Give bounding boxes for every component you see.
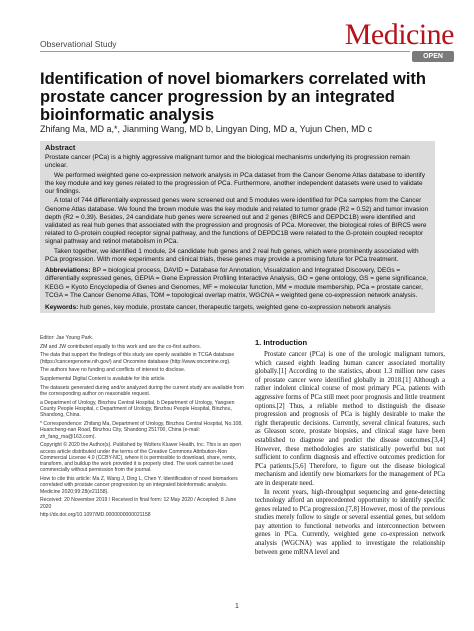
abbreviations-label: Abbreviations: (45, 267, 91, 275)
abbreviations-text: BP = biological process, DAVID = Database for Annotation, Visualization and Integrated Discovery, DEGs = differentially expressed genes, GEPIA = Gene Expression Profiling Interactive Analysis, GO = gene ontology, GS = gene significance, KEGG = Kyoto Encyclopedia of Genes and Genomes, MF = molecular function, MM = module membership, PCa = prostate cancer, TCGA = The Cancer Genome Atlas, TOM = topological overlap matrix, WGCNA = weighted gene co-expression network analysis. (45, 267, 428, 299)
open-access-badge: OPEN (412, 51, 454, 62)
footnote: The authors have no funding and conflicts of interest to disclose. (40, 367, 186, 374)
footnote: ZM and JW contributed equally to this work and are the co-first authors. (40, 343, 202, 350)
abstract-paragraph: A total of 744 differentially expressed genes were screened out and 5 modules were identified for PCa samples from the Cancer Genome Atlas database. We found the brown module was the key module and related to tumor grade (R2 = 0.52) and tumor invasion depth (R2 = 0.39). Besides, 24 candidate hub genes were screened out and 2 genes (BIRC5 and DEPDC1B) were identified and validated as real hub genes that associated with the progression and prognosis of PCa. Moreover, the biological roles of BIRC5 were related to G-protein coupled receptor signal pathway, and the functions of DEPDC1B were related to the G-protein coupled receptor signal pathway and retinol metabolism in PCa. (45, 197, 429, 246)
page-number: 1 (235, 603, 239, 610)
author-list: Zhifang Ma, MD a,*, Jianming Wang, MD b, Lingyan Ding, MD a, Yujun Chen, MD c (40, 124, 373, 134)
abstract-heading: Abstract (45, 143, 76, 152)
footnote: The data that support the findings of this study are openly available in TCGA database (https://cancergenome.nih.gov/) and Oncomine database (http://www.oncomine.org). (40, 352, 235, 365)
abstract-paragraph: We performed weighted gene co-expression network analysis in PCa dataset from the Cancer Genome Atlas database to identify the key module and key genes related to the progression of PCa. Furthermore, another independent datasets were used to validate our findings. (45, 171, 425, 195)
article-title: Identification of novel biomarkers correlated with prostate cancer progression by an integrated bioinformatic analysis (40, 70, 426, 124)
introduction-body (255, 351, 445, 557)
abbreviations (45, 267, 429, 300)
footnote: Supplemental Digital Content is available for this article. (40, 376, 166, 383)
keywords (45, 304, 429, 312)
section-label: Observational Study (40, 39, 117, 49)
footnote: Editor: Jae Young Park. (40, 335, 94, 341)
footnote: The datasets generated during and/or analyzed during the current study are available from the corresponding author on reasonable request. (40, 384, 244, 398)
journal-logo: Medicine (344, 18, 454, 51)
keywords-text: hub genes, key module, prostate cancer, therapeutic targets, weighted gene co-expression network analysis (80, 304, 391, 312)
doi-link[interactable]: http://dx.doi.org/10.1097/MD.0000000000021158 (40, 512, 151, 519)
abstract-paragraph: Taken together, we identified 1 module, 24 candidate hub genes and 2 real hub genes, which were prominently associated with PCa progression. With more experiments and clinical trials, these genes may provide a promising future for PCa treatment. (45, 247, 419, 263)
footnote: Copyright © 2020 the Author(s). Published by Wolters Kluwer Health, Inc. This is an open access article distributed under the terms of the Creative Commons Attribution-Non Commercial License 4.0 (CCBY-NC), where it is permissible to download, share, remix, transform, and buildup the work provided it is properly cited. The work cannot be used commercially without permission from the journal. (40, 442, 241, 474)
footnote: * Correspondence: Zhifang Ma, Department of Urology, Binzhou Central Hospital, No.108, Huancheng-nan Road, Binzhou City, Shandong 251700, China (e-mail: zh_fang_ma@163.com). (40, 421, 243, 440)
keywords-label: Keywords: (45, 304, 79, 312)
introduction-heading: 1. Introduction (255, 338, 308, 347)
footnotes (40, 335, 248, 521)
abstract-paragraph: Prostate cancer (PCa) is a highly aggressive malignant tumor and the biological mechanisms underlying its progression remain unclear. (45, 154, 410, 170)
footnote: a Department of Urology, Binzhou Central Hospital, b Department of Urology, Yangsen County People Hospital, c Department of Urology, Binzhou People Hospital, Binzhou, Shandong, China. (40, 399, 235, 419)
abstract-text (45, 154, 429, 313)
introduction-paragraph: Prostate cancer (PCa) is one of the urologic malignant tumors, which caused eighth leading human cancer associated mortality globally.[1] According to the statistics, about 1.3 million new cases of prostate cancer were identified globally in 2018.[1] Although a rather indolent clinical course of most primary PCa, patients with aggressive forms of PCa still meet poor prognosis and little treatment options.[2] Thus, a reliable method to distinguish the disease progression and prognosis of PCa is highly desirable to make the right therapeutic decisions. Currently, several clinical features, such as Gleason score, prostate biopsies, and clinical stage have been established to diagnose and predict the disease outcomes.[3,4] However, these methodologies are statistically powerful but not sufficient to confirm diagnosis and effective outcomes prediction for PCa patients.[5,6] Therefore, to figure out the disease biological mechanism and identify new biomarkers for the management of PCa are in desperate need. (255, 351, 445, 487)
introduction-paragraph: In recent years, high-throughput sequencing and gene-detecting technology afford an unprecedented opportunity to identify specific genes related to PCa progression.[7,8] However, most of the previous studies merely follow to single or several essential genes, but seldom pay attention to functional networks and interconnection between genes in PCa. Currently, weighted gene co-expression network analysis (WGCNA) was applied to investigate the relationship between gene mRNA level and (255, 488, 445, 556)
footnote: Received: 20 November 2019 / Received in final form: 12 May 2020 / Accepted: 8 June 2020 (40, 497, 237, 510)
footnote: How to cite this article: Ma Z, Wang J, Ding L, Chen Y. Identification of novel biomarkers correlated with prostate cancer progression by an integrated bioinformatic analysis. Medicine 2020;99:28(e21158). (40, 476, 238, 495)
